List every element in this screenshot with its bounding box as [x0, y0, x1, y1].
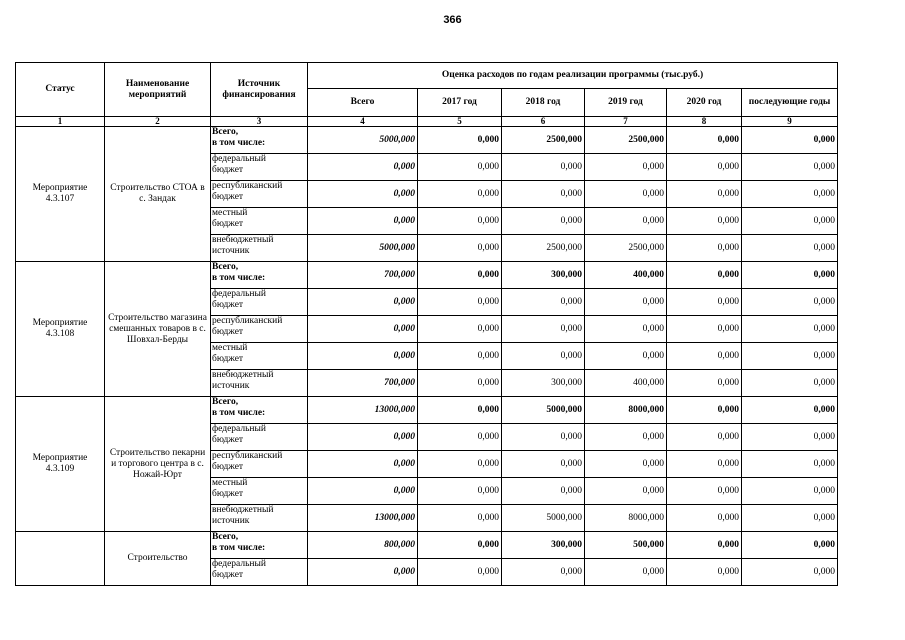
value-total: 13000,000 — [308, 397, 418, 424]
value-cell: 8000,000 — [585, 505, 667, 532]
header-name: Наименование мероприятий — [105, 63, 211, 117]
measure-name: Строительство СТОА в с. Зандак — [105, 127, 211, 262]
col-number: 5 — [418, 117, 502, 127]
funding-source: федеральный бюджет — [211, 424, 308, 451]
value-cell: 0,000 — [418, 181, 502, 208]
value-cell: 0,000 — [502, 289, 585, 316]
value-cell: 400,000 — [585, 262, 667, 289]
value-cell: 0,000 — [742, 424, 838, 451]
value-cell: 0,000 — [502, 208, 585, 235]
value-cell: 0,000 — [418, 505, 502, 532]
value-cell: 2500,000 — [585, 235, 667, 262]
funding-source: республиканский бюджет — [211, 451, 308, 478]
col-number: 1 — [16, 117, 105, 127]
value-cell: 300,000 — [502, 370, 585, 397]
col-number: 6 — [502, 117, 585, 127]
value-total: 800,000 — [308, 532, 418, 559]
value-cell: 0,000 — [418, 127, 502, 154]
value-cell: 0,000 — [667, 559, 742, 586]
col-number: 9 — [742, 117, 838, 127]
value-total: 700,000 — [308, 262, 418, 289]
budget-table — [15, 62, 838, 586]
funding-source: федеральный бюджет — [211, 289, 308, 316]
value-cell: 0,000 — [742, 478, 838, 505]
header-status: Статус — [16, 63, 105, 117]
budget-table-container — [15, 62, 839, 603]
table-row — [16, 262, 838, 289]
value-cell: 0,000 — [667, 316, 742, 343]
value-cell: 0,000 — [742, 127, 838, 154]
value-total: 0,000 — [308, 424, 418, 451]
value-cell: 0,000 — [585, 424, 667, 451]
value-cell: 300,000 — [502, 532, 585, 559]
value-total: 0,000 — [308, 289, 418, 316]
value-total: 0,000 — [308, 343, 418, 370]
value-cell: 0,000 — [742, 343, 838, 370]
funding-source: внебюджетный источник — [211, 505, 308, 532]
value-total: 0,000 — [308, 181, 418, 208]
col-number: 8 — [667, 117, 742, 127]
funding-source: внебюджетный источник — [211, 370, 308, 397]
value-cell: 0,000 — [742, 154, 838, 181]
value-cell: 0,000 — [667, 181, 742, 208]
col-number: 3 — [211, 117, 308, 127]
col-number: 7 — [585, 117, 667, 127]
measure-name: Строительство — [105, 532, 211, 586]
value-cell: 0,000 — [585, 559, 667, 586]
value-cell: 0,000 — [502, 424, 585, 451]
value-cell: 0,000 — [418, 235, 502, 262]
funding-source: Всего, в том числе: — [211, 532, 308, 559]
measure-name: Строительство пекарни и торгового центра в с. Ножай-Юрт — [105, 397, 211, 532]
value-cell: 0,000 — [502, 181, 585, 208]
value-cell: 0,000 — [585, 181, 667, 208]
measure-name: Строительство магазина смешанных товаров в с. Шовхал-Берды — [105, 262, 211, 397]
funding-source: федеральный бюджет — [211, 559, 308, 586]
funding-source: внебюджетный источник — [211, 235, 308, 262]
value-cell: 0,000 — [742, 451, 838, 478]
value-total: 0,000 — [308, 559, 418, 586]
measure-status: Мероприятие 4.3.108 — [16, 262, 105, 397]
value-cell: 0,000 — [585, 478, 667, 505]
header-col-2020: 2020 год — [667, 89, 742, 117]
table-row — [16, 532, 838, 559]
value-cell: 0,000 — [585, 154, 667, 181]
table-row — [16, 397, 838, 424]
value-cell: 0,000 — [585, 289, 667, 316]
funding-source: федеральный бюджет — [211, 154, 308, 181]
value-cell: 5000,000 — [502, 505, 585, 532]
header-col-total: Всего — [308, 89, 418, 117]
funding-source: местный бюджет — [211, 208, 308, 235]
value-total: 0,000 — [308, 478, 418, 505]
value-cell: 0,000 — [667, 532, 742, 559]
value-cell: 2500,000 — [502, 127, 585, 154]
measure-status: Мероприятие 4.3.107 — [16, 127, 105, 262]
value-cell: 0,000 — [418, 451, 502, 478]
value-cell: 0,000 — [502, 478, 585, 505]
funding-source: Всего, в том числе: — [211, 127, 308, 154]
value-cell: 0,000 — [667, 505, 742, 532]
col-number: 4 — [308, 117, 418, 127]
value-cell: 0,000 — [742, 532, 838, 559]
value-cell: 0,000 — [418, 289, 502, 316]
value-cell: 0,000 — [418, 424, 502, 451]
value-cell: 2500,000 — [585, 127, 667, 154]
header-col-later: последующие годы — [742, 89, 838, 117]
value-cell: 0,000 — [585, 343, 667, 370]
value-cell: 0,000 — [585, 208, 667, 235]
value-cell: 0,000 — [418, 370, 502, 397]
value-cell: 0,000 — [742, 559, 838, 586]
value-cell: 0,000 — [667, 262, 742, 289]
value-total: 700,000 — [308, 370, 418, 397]
value-cell: 0,000 — [502, 559, 585, 586]
value-cell: 0,000 — [418, 559, 502, 586]
value-cell: 0,000 — [418, 262, 502, 289]
measure-status: Мероприятие 4.3.109 — [16, 397, 105, 532]
value-cell: 0,000 — [742, 316, 838, 343]
value-cell: 0,000 — [418, 532, 502, 559]
value-cell: 400,000 — [585, 370, 667, 397]
value-cell: 0,000 — [502, 316, 585, 343]
value-total: 0,000 — [308, 154, 418, 181]
value-cell: 0,000 — [418, 316, 502, 343]
value-cell: 0,000 — [742, 181, 838, 208]
value-cell: 0,000 — [502, 343, 585, 370]
value-total: 0,000 — [308, 451, 418, 478]
value-cell: 0,000 — [418, 397, 502, 424]
value-cell: 0,000 — [667, 343, 742, 370]
funding-source: Всего, в том числе: — [211, 397, 308, 424]
col-number: 2 — [105, 117, 211, 127]
value-cell: 0,000 — [742, 370, 838, 397]
value-cell: 500,000 — [585, 532, 667, 559]
value-cell: 0,000 — [502, 154, 585, 181]
value-cell: 5000,000 — [502, 397, 585, 424]
value-cell: 0,000 — [418, 154, 502, 181]
value-total: 5000,000 — [308, 235, 418, 262]
funding-source: местный бюджет — [211, 478, 308, 505]
value-cell: 0,000 — [667, 478, 742, 505]
value-cell: 0,000 — [585, 451, 667, 478]
value-cell: 0,000 — [667, 154, 742, 181]
header-estimate: Оценка расходов по годам реализации программы (тыс.руб.) — [308, 63, 838, 89]
value-cell: 0,000 — [742, 262, 838, 289]
value-cell: 0,000 — [667, 451, 742, 478]
value-cell: 300,000 — [502, 262, 585, 289]
value-cell: 0,000 — [742, 397, 838, 424]
page-number: 366 — [443, 14, 462, 26]
value-total: 0,000 — [308, 316, 418, 343]
header-col-2018: 2018 год — [502, 89, 585, 117]
table-row — [16, 127, 838, 154]
measure-status — [16, 532, 105, 586]
table-body — [16, 127, 838, 586]
header-col-2019: 2019 год — [585, 89, 667, 117]
header-col-2017: 2017 год — [418, 89, 502, 117]
value-cell: 0,000 — [742, 208, 838, 235]
value-cell: 0,000 — [502, 451, 585, 478]
value-total: 5000,000 — [308, 127, 418, 154]
value-cell: 0,000 — [585, 316, 667, 343]
value-cell: 8000,000 — [585, 397, 667, 424]
value-cell: 0,000 — [667, 370, 742, 397]
value-cell: 0,000 — [667, 235, 742, 262]
funding-source: республиканский бюджет — [211, 181, 308, 208]
value-cell: 2500,000 — [502, 235, 585, 262]
value-cell: 0,000 — [418, 478, 502, 505]
value-total: 13000,000 — [308, 505, 418, 532]
value-cell: 0,000 — [667, 424, 742, 451]
value-cell: 0,000 — [667, 289, 742, 316]
value-total: 0,000 — [308, 208, 418, 235]
value-cell: 0,000 — [742, 235, 838, 262]
funding-source: республиканский бюджет — [211, 316, 308, 343]
value-cell: 0,000 — [667, 397, 742, 424]
funding-source: местный бюджет — [211, 343, 308, 370]
value-cell: 0,000 — [418, 343, 502, 370]
value-cell: 0,000 — [418, 208, 502, 235]
funding-source: Всего, в том числе: — [211, 262, 308, 289]
value-cell: 0,000 — [667, 127, 742, 154]
value-cell: 0,000 — [742, 289, 838, 316]
header-source: Источник финансирования — [211, 63, 308, 117]
value-cell: 0,000 — [742, 505, 838, 532]
value-cell: 0,000 — [667, 208, 742, 235]
